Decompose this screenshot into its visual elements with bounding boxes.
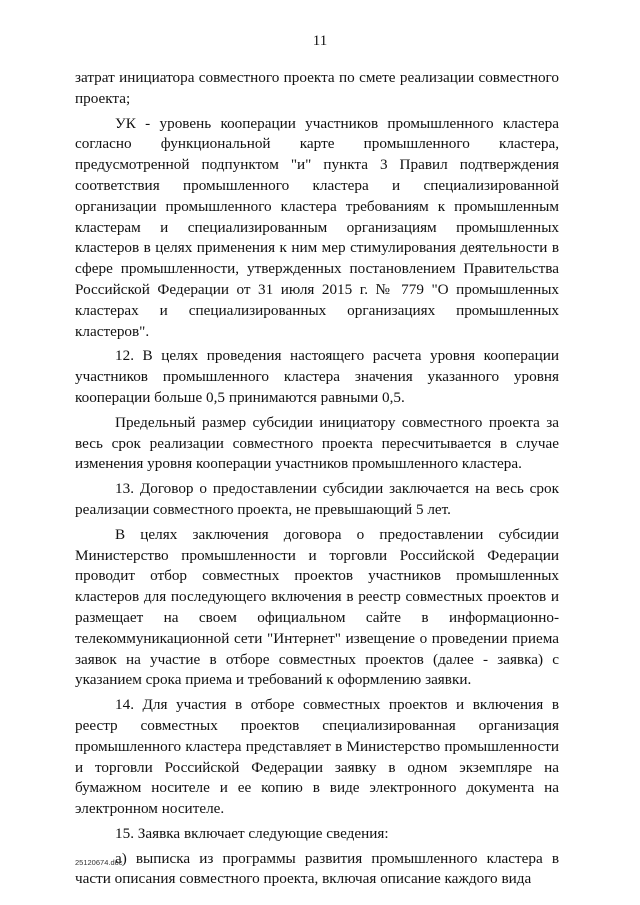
paragraph-14: 14. Для участия в отборе совместных проектов и включения в реестр совместных проектов специализированная организация промышленного кластера представляет в Министерство промышленности и торговли Российской Федерации заявку в одном экземпляре на бумажном носителе и ее копию в виде электронного документа на электронном носителе. <box>75 696 559 818</box>
paragraph-subsidy-limit: Предельный размер субсидии инициатору совместного проекта за весь срок реализации совместного проекта пересчитывается в случае изменения уровня кооперации участников промышленного кластера. <box>75 413 559 473</box>
paragraph-selection: В целях заключения договора о предоставлении субсидии Министерство промышленности и торговли Российской Федерации проводит отбор совместных проектов участников промышленных кластеров для последующего включения в реестр совместных проектов и размещает на своем официальном сайте в информационно-телекоммуникационной сети "Интернет" извещение о проведении приема заявок на участие в отборе совместных проектов (далее - заявка) с указанием срока приема и требований к оформлению заявки. <box>75 525 559 689</box>
paragraph-12: 12. В целях проведения настоящего расчета уровня кооперации участников промышленного кластера значения указанного уровня кооперации больше 0,5 принимаются равными 0,5. <box>75 347 559 406</box>
paragraph-13: 13. Договор о предоставлении субсидии заключается на весь срок реализации совместного проекта, не превышающий 5 лет. <box>75 480 559 518</box>
paragraph-15a: а) выписка из программы развития промышленного кластера в части описания совместного проекта, включая описание каждого вида <box>75 849 559 888</box>
paragraph-uk-definition: УК - уровень кооперации участников промышленного кластера согласно функциональной карте промышленного кластера, предусмотренной подпунктом "и" пункта 3 Правил подтверждения соответствия промышленного кластера и специализированной организации промышленного кластера требованиям к промышленным кластерам и специализированным организациям промышленных кластеров в целях применения к ним мер стимулирования деятельности в сфере промышленности, утвержденных постановлением Правительства Российской Федерации от 31 июля 2015 г. № 779 "О промышленных кластерах и специализированных организациях промышленных кластеров". <box>75 114 559 340</box>
paragraph-15: 15. Заявка включает следующие сведения: <box>115 824 389 842</box>
document-body <box>75 68 559 890</box>
footer-filename: 25120674.doc <box>75 858 123 867</box>
paragraph-continuation: затрат инициатора совместного проекта по смете реализации совместного проекта; <box>75 69 559 107</box>
page-number: 11 <box>312 33 328 49</box>
